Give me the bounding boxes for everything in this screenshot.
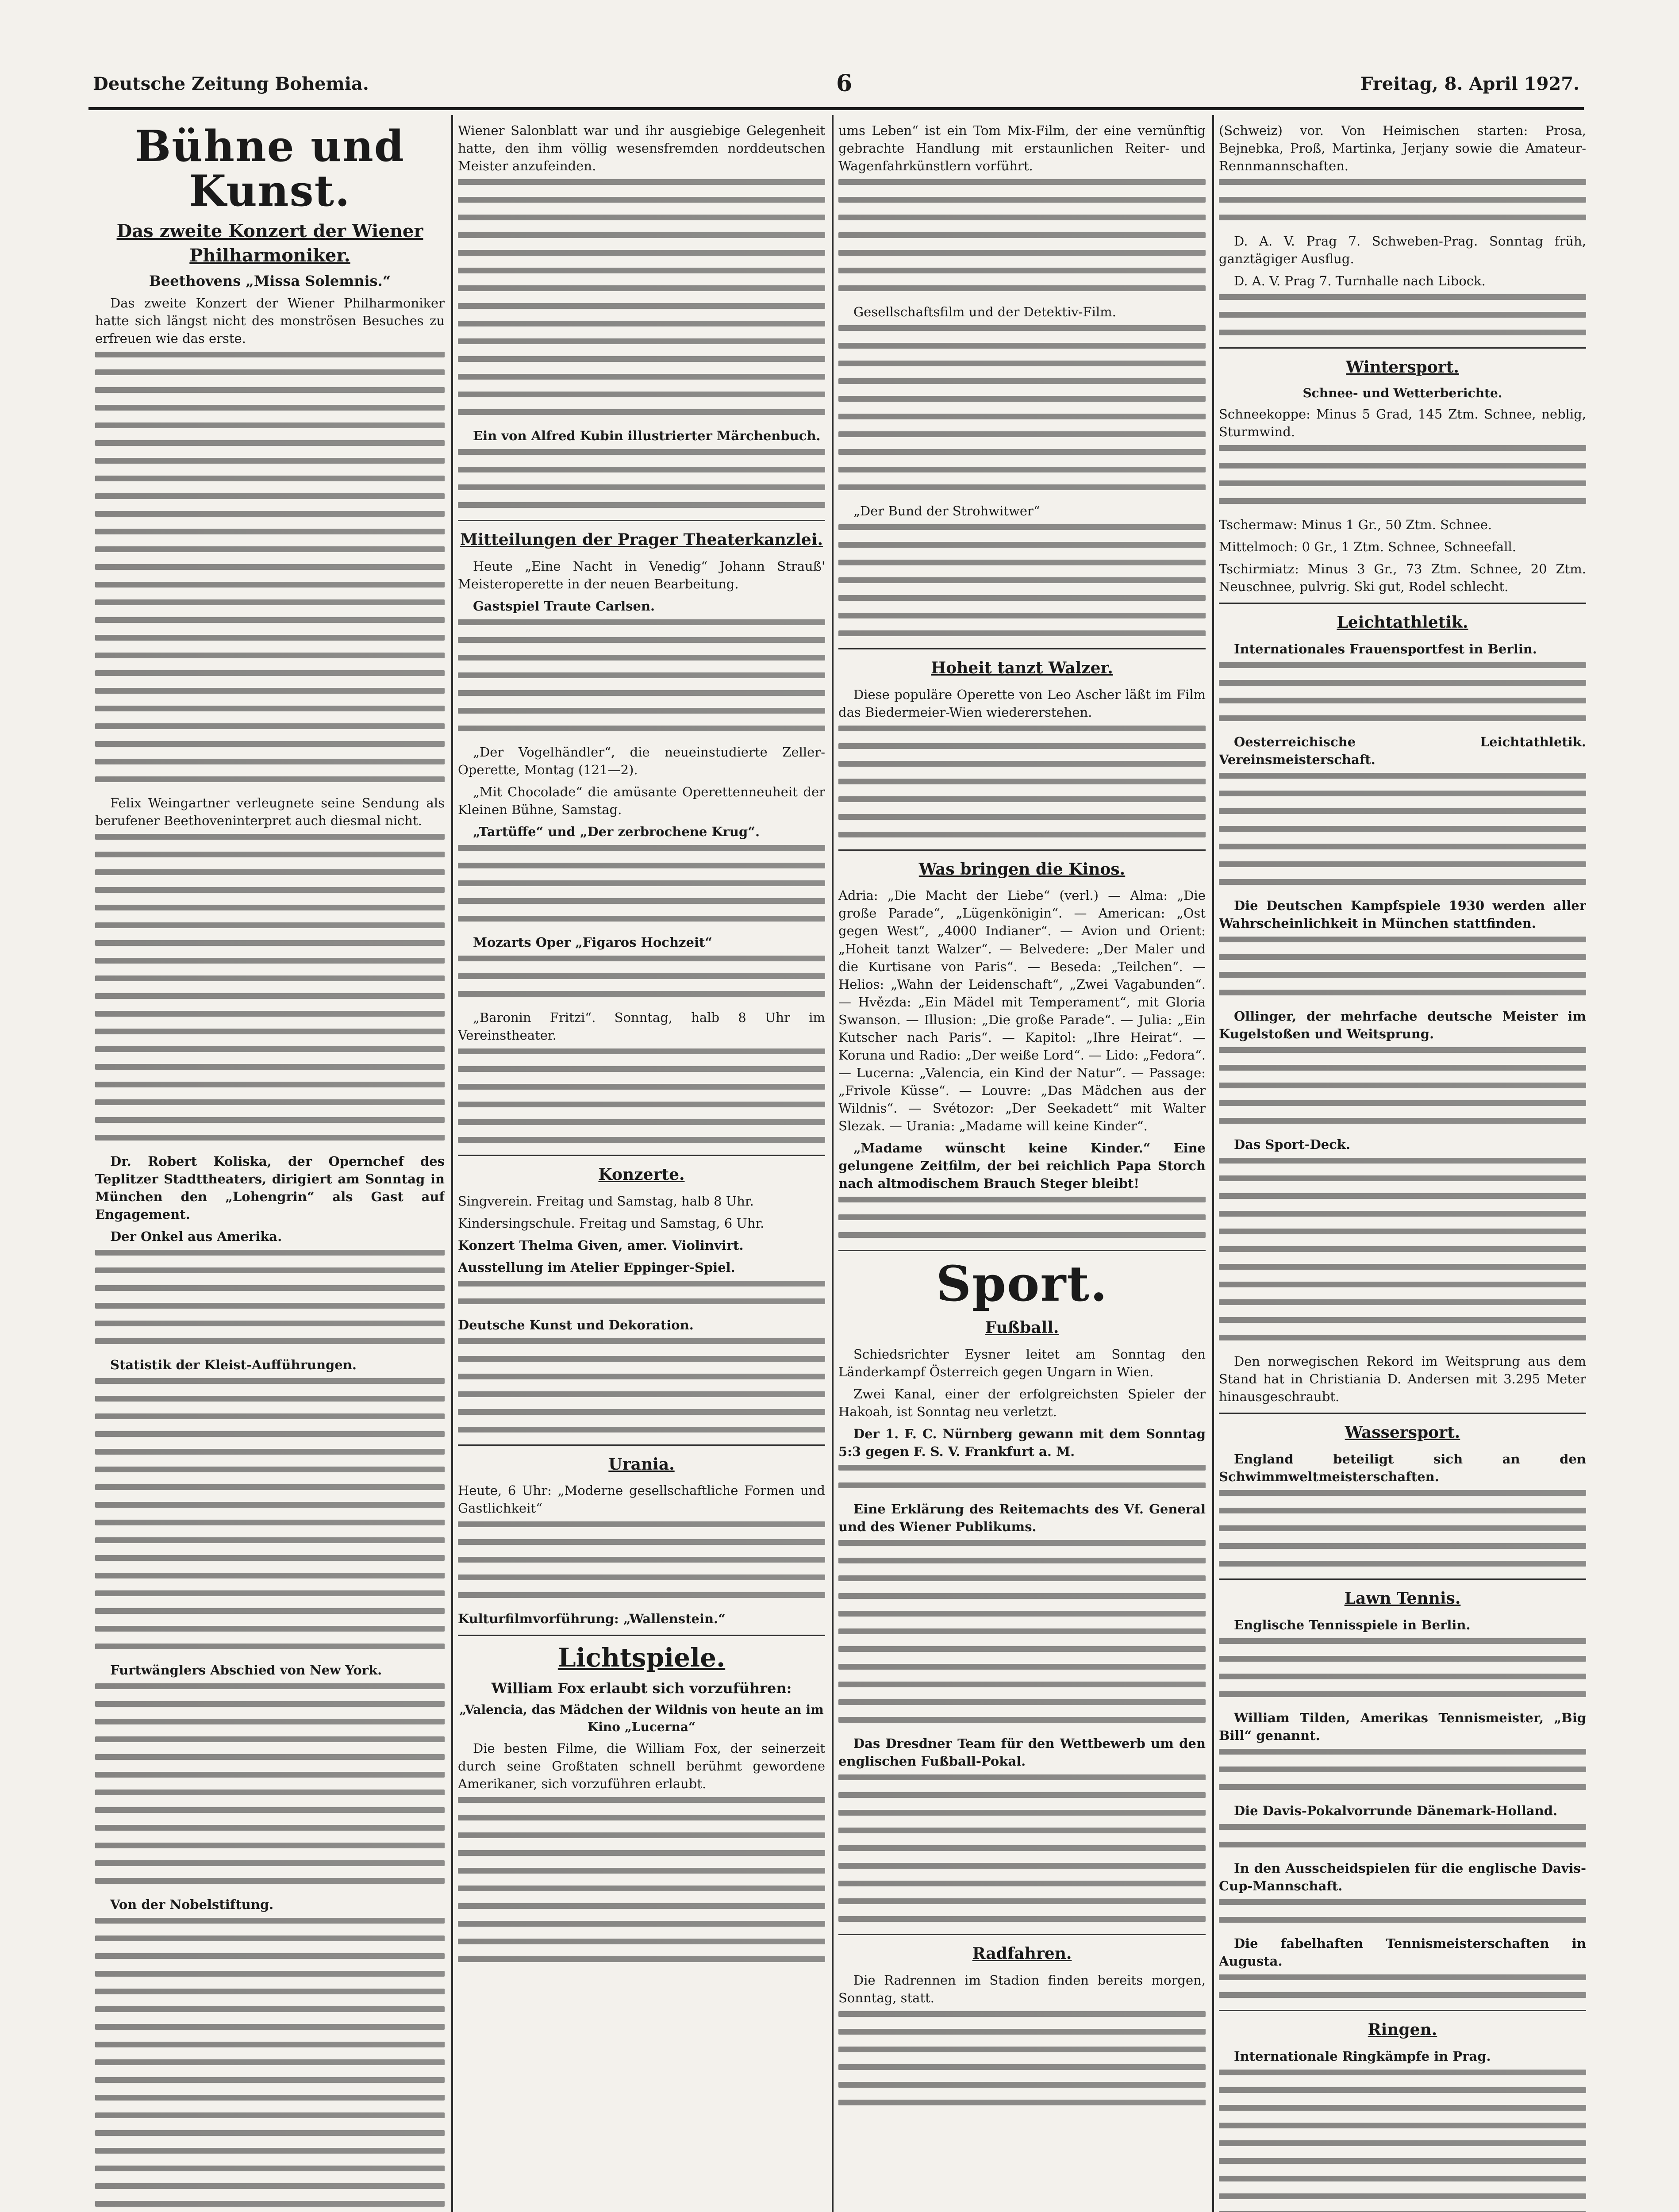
article-body-lines [838,2011,1206,2105]
article-body-lines [95,1918,445,2212]
article-paragraph: Deutsche Kunst und Dekoration. [458,1317,694,1333]
article-body-lines [838,1197,1206,1238]
article-body-lines [838,325,1206,490]
article-paragraph: Von der Nobelstiftung. [110,1897,274,1912]
section-rule [838,648,1206,649]
column-4 [1219,122,1586,2212]
section-rule [458,520,825,521]
article-paragraph: Eine Erklärung des Reitemachts des Vf. General und des Wiener Publikums. [838,1501,1206,1534]
article-paragraph: Englische Tennisspiele in Berlin. [1234,1617,1471,1632]
section-title-lichtspiele: Lichtspiele. [557,1643,726,1673]
article-paragraph: Zwei Kanal, einer der erfolgreichsten Spieler der Hakoah, ist Sonntag neu verletzt. [838,1386,1206,1419]
subhead-valencia: „Valencia, das Mädchen der Wildnis von heute an im Kino „Lucerna“ [459,1702,824,1734]
article-paragraph: Die Davis-Pokalvorrunde Dänemark-Holland. [1234,1803,1558,1818]
section-rule [1219,603,1586,604]
column-divider [832,115,834,2212]
article-body-lines [1219,662,1586,721]
subhead-schnee: Schnee- und Wetterberichte. [1302,385,1502,400]
article-body-lines [1219,1490,1586,1567]
column-divider [1212,115,1214,2212]
article-paragraph: Kindersingschule. Freitag und Samstag, 6 Uhr. [458,1215,765,1231]
article-body-lines [458,619,825,731]
article-paragraph: Schiedsrichter Eysner leitet am Sonntag den Länderkampf Österreich gegen Ungarn in Wien. [838,1346,1206,1379]
section-title-fussball: Fußball. [985,1318,1059,1337]
article-body-lines [458,1521,825,1598]
newspaper-name: Deutsche Zeitung Bohemia. [93,73,369,94]
article-body-lines [458,845,825,922]
article-body-lines [95,834,445,1141]
weather-report: Schneekoppe: Minus 5 Grad, 145 Ztm. Schnee, neblig, Sturmwind. [1219,407,1586,440]
article-body-lines [1219,937,1586,995]
article-body-lines [838,179,1206,291]
article-body-lines [1219,445,1586,504]
article-paragraph: Das Dresdner Team für den Wettbewerb um den englischen Fußball-Pokal. [838,1736,1206,1769]
article-body-lines [1219,1899,1586,1923]
article-paragraph: Singverein. Freitag und Samstag, halb 8 Uhr. [458,1193,754,1209]
article-body-lines [458,956,825,997]
weather-report: Mittelmoch: 0 Gr., 1 Ztm. Schnee, Schneefall. [1219,539,1516,555]
article-paragraph: Die fabelhaften Tennismeisterschaften in Augusta. [1219,1936,1586,1969]
article-paragraph: D. A. V. Prag 7. Turnhalle nach Libock. [1234,273,1486,289]
section-rule [458,1635,825,1636]
article-body-lines [1219,2070,1586,2212]
article-paragraph: Konzert Thelma Given, amer. Violinvirt. [458,1237,744,1253]
section-rule [838,1250,1206,1251]
headline-fox: William Fox erlaubt sich vorzuführen: [491,1680,792,1697]
article-body-lines [458,449,825,508]
weather-report: Tschirmiatz: Minus 3 Gr., 73 Ztm. Schnee, 20 Ztm. Neuschnee, pulvrig. Ski gut, Rodel schlecht. [1219,561,1586,595]
article-paragraph: Furtwänglers Abschied von New York. [110,1663,382,1678]
article-paragraph: In den Ausscheidspielen für die englische Davis-Cup-Mannschaft. [1219,1860,1586,1893]
headline-konzert: Das zweite Konzert der Wiener Philharmoniker. [116,220,423,266]
section-title-leichtathletik: Leichtathletik. [1337,613,1468,632]
article-paragraph: Der Onkel aus Amerika. [110,1229,282,1244]
article-body-lines [458,1338,825,1432]
article-body-lines [1219,179,1586,220]
article-paragraph: Wiener Salonblatt war und ihr ausgiebige Gelegenheit hatte, den ihm völlig wesensfremden norddeutschen Meister anzufeinden. [458,123,825,174]
article-paragraph: Die Radrennen im Stadion finden bereits morgen, Sonntag, statt. [838,1972,1206,2005]
article-body-lines [458,179,825,415]
article-body-lines [458,1281,825,1304]
article-paragraph: Ollinger, der mehrfache deutsche Meister im Kugelstoßen und Weitsprung. [1219,1009,1586,1042]
section-rule [1219,347,1586,349]
article-paragraph: „Madame wünscht keine Kinder.“ Eine gelungene Zeitfilm, der bei reichlich Papa Storch nach altmodischem Brauch Steger bleibt! [838,1140,1206,1191]
section-title-konzerte: Konzerte. [598,1165,685,1184]
article-body-lines [1219,1749,1586,1790]
article-body-lines [95,352,445,782]
article-paragraph: Kulturfilmvorführung: „Wallenstein.“ [458,1611,726,1627]
page-number: 6 [836,70,853,97]
article-body-lines [1219,773,1586,885]
column-1 [95,122,445,2212]
article-paragraph: Oesterreichische Leichtathletik. Vereinsmeisterschaft. [1219,734,1586,768]
article-paragraph: Internationales Frauensportfest in Berlin. [1234,641,1537,657]
article-body-lines [1219,1158,1586,1340]
article-paragraph: Internationale Ringkämpfe in Prag. [1234,2048,1491,2064]
section-rule [1219,2010,1586,2011]
article-body-lines [1219,1974,1586,1998]
column-2 [458,122,825,2212]
column-divider [451,115,453,2212]
article-paragraph: Heute „Eine Nacht in Venedig“ Johann Strauß' Meisteroperette in der neuen Bearbeitung. [458,558,825,591]
section-rule [838,1934,1206,1935]
article-body-lines [458,1797,825,1962]
article-paragraph: Das zweite Konzert der Wiener Philharmoniker hatte sich längst nicht des monströsen Besuches zu erfreuen wie das erste. [95,296,445,346]
header-rule [88,107,1584,110]
article-paragraph: Die Deutschen Kampfspiele 1930 werden aller Wahrscheinlichkeit in München stattfinden. [1219,898,1586,931]
article-paragraph: Heute, 6 Uhr: „Moderne gesellschaftliche Formen und Gastlichkeit“ [458,1483,825,1516]
article-paragraph: Das Sport-Deck. [1234,1137,1351,1152]
article-body-lines [1219,1047,1586,1124]
article-body-lines [95,1378,445,1649]
section-title-urania: Urania. [608,1455,675,1474]
article-paragraph: Dr. Robert Koliska, der Opernchef des Teplitzer Stadttheaters, dirigiert am Sonntag in München den „Lohengrin“ als Gast auf Engagement. [95,1154,445,1222]
article-paragraph: Den norwegischen Rekord im Weitsprung aus dem Stand hat in Christiania D. Andersen mit 3.295 Meter hinausgeschraubt. [1219,1354,1586,1405]
article-body-lines [838,1774,1206,1922]
section-title-tennis: Lawn Tennis. [1344,1589,1461,1608]
article-body-lines [838,726,1206,837]
article-paragraph: (Schweiz) vor. Von Heimischen starten: Prosa, Bejnebka, Proß, Martinka, Jerjany sowie die Amateur-Rennmannschaften. [1219,123,1586,174]
article-paragraph: Ausstellung im Atelier Eppinger-Spiel. [458,1260,735,1275]
article-paragraph: D. A. V. Prag 7. Schweben-Prag. Sonntag früh, ganztägiger Ausflug. [1219,234,1586,267]
section-rule [1219,1578,1586,1580]
article-paragraph: Gesellschaftsfilm und der Detektiv-Film. [853,304,1116,320]
section-title-wintersport: Wintersport. [1346,358,1459,377]
article-paragraph: England beteiligt sich an den Schwimmweltmeisterschaften. [1219,1452,1586,1485]
column-3 [838,122,1206,2212]
article-paragraph: Statistik der Kleist-Aufführungen. [110,1357,357,1373]
section-title-hoheit: Hoheit tanzt Walzer. [931,659,1113,678]
article-paragraph: William Tilden, Amerikas Tennismeister, „Big Bill“ genannt. [1219,1710,1586,1743]
article-paragraph: Felix Weingartner verleugnete seine Sendung als berufener Beethoveninterpret auch diesmal nicht. [95,795,445,829]
article-body-lines [838,524,1206,636]
section-title-wassersport: Wassersport. [1345,1423,1460,1442]
article-paragraph: ums Leben“ ist ein Tom Mix-Film, der eine vernünftig gebrachte Handlung mit erstaunlichen Reiter- und Wagenfahrkünstlern vorführt. [838,123,1206,174]
article-paragraph: „Baronin Fritzi“. Sonntag, halb 8 Uhr im Vereinstheater. [458,1010,825,1043]
subhead-missa: Beethovens „Missa Solemnis.“ [149,272,391,289]
article-body-lines [1219,294,1586,335]
section-rule [458,1155,825,1156]
article-body-lines [458,1048,825,1143]
section-title-theaterkanzlei: Mitteilungen der Prager Theaterkanzlei. [460,530,823,549]
article-paragraph: Der 1. F. C. Nürnberg gewann mit dem Sonntag 5:3 gegen F. S. V. Frankfurt a. M. [838,1426,1206,1459]
article-body-lines [1219,1638,1586,1697]
article-paragraph: Gastspiel Traute Carlsen. [473,598,655,614]
article-paragraph: Mozarts Oper „Figaros Hochzeit“ [473,934,713,950]
section-title-kinos: Was bringen die Kinos. [918,860,1126,879]
article-body-lines [1219,1824,1586,1847]
issue-date: Freitag, 8. April 1927. [1360,73,1579,94]
masthead [93,66,1579,102]
article-paragraph: „Tartüffe“ und „Der zerbrochene Krug“. [473,824,760,839]
article-body-lines [95,1683,445,1884]
article-paragraph: „Mit Chocolade“ die amüsante Operettenneuheit der Kleinen Bühne, Samstag. [458,784,825,817]
article-body-lines [838,1540,1206,1723]
article-body-lines [838,1465,1206,1488]
section-title-radfahren: Radfahren. [972,1944,1072,1963]
kino-listing: Adria: „Die Macht der Liebe“ (verl.) — Alma: „Die große Parade“, „Lügenkönigin“. — American: „Ost gegen West“, „4000 Indianer“. — Avion und Orient: „Hoheit tanzt Walzer“. — Belvedere: „Der Maler und die Kurtisane von Paris“. — Beseda: „Teilchen“. — Helios: „Wahn der Leidenschaft“, „Zwei Vagabunden“. — Hvězda: „Ein Mädel mit Temperament“, mit Gloria Swanson. — Illusion: „Die große Parade“. — Julia: „Ein Kutscher nach Paris“. — Kapitol: „Ihre Heirat“. — Koruna und Radio: „Der weiße Lord“. — Lido: „Fedora“. — Lucerna: „Valencia, ein Kind der Natur“. — Passage: „Frivole Küsse“. — Louvre: „Das Mädchen aus der Wildnis“. — Svétozor: „Der Seekadett“ mit Walter Slezak. — Urania: „Madame will keine Kinder“. [838,888,1206,1133]
section-title-ringen: Ringen. [1368,2020,1437,2039]
article-paragraph: „Der Bund der Strohwitwer“ [853,503,1040,519]
section-rule [838,849,1206,851]
article-paragraph: Die besten Filme, die William Fox, der seinerzeit durch seine Großtaten schnell berühmt gewordene Amerikaner, sich vorzuführen erlaubt. [458,1740,825,1791]
section-rule [458,1444,825,1446]
section-title-sport: Sport. [936,1255,1108,1312]
section-title-buehne: Bühne und Kunst. [135,122,405,216]
article-paragraph: Ein von Alfred Kubin illustrierter Märchenbuch. [473,428,821,444]
section-rule [1219,1413,1586,1414]
article-paragraph: Diese populäre Operette von Leo Ascher läßt im Film das Biedermeier-Wien wiedererstehen. [838,687,1206,720]
weather-report: Tschermaw: Minus 1 Gr., 50 Ztm. Schnee. [1219,517,1492,533]
article-paragraph: „Der Vogelhändler“, die neueinstudierte Zeller-Operette, Montag (121—2). [458,744,825,777]
article-body-lines [95,1250,445,1344]
